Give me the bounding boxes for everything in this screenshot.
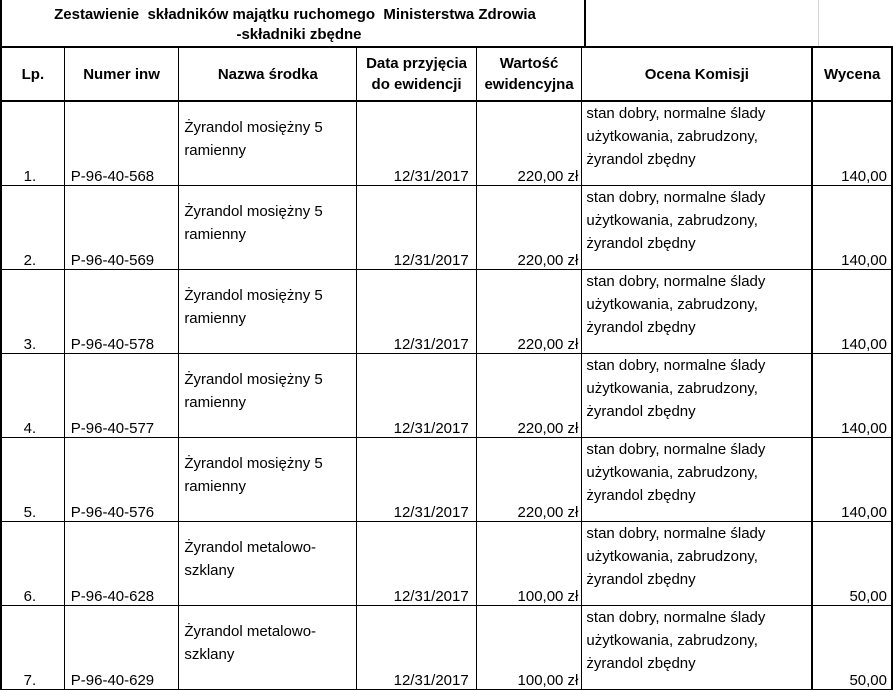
cell-valuation: 140,00 — [812, 101, 892, 186]
cell-committee-assessment: stan dobry, normalne ślady użytkowania, zabrudzony, żyrandol zbędny — [582, 606, 812, 690]
cell-lp: 1. — [1, 101, 64, 186]
cell-acceptance-date: 12/31/2017 — [357, 101, 476, 186]
header-book-value: Wartość ewidencyjna — [476, 47, 582, 101]
cell-asset-name: Żyrandol mosiężny 5 ramienny — [179, 101, 357, 186]
cell-inventory-number: P-96-40-577 — [64, 354, 179, 438]
cell-asset-name: Żyrandol mosiężny 5 ramienny — [179, 270, 357, 354]
cell-acceptance-date: 12/31/2017 — [357, 438, 476, 522]
table-row — [1, 606, 892, 690]
cell-valuation: 140,00 — [812, 186, 892, 270]
table-row — [1, 438, 892, 522]
cell-book-value: 100,00 zł — [476, 522, 582, 606]
cell-committee-assessment: stan dobry, normalne ślady użytkowania, zabrudzony, żyrandol zbędny — [582, 186, 812, 270]
cell-asset-name: Żyrandol mosiężny 5 ramienny — [179, 438, 357, 522]
header-lp: Lp. — [1, 47, 64, 101]
cell-lp: 5. — [1, 438, 64, 522]
table-row — [1, 522, 892, 606]
cell-lp: 6. — [1, 522, 64, 606]
cell-valuation: 50,00 — [812, 606, 892, 690]
cell-lp: 3. — [1, 270, 64, 354]
table-row — [1, 186, 892, 270]
document-title: Zestawienie składników majątku ruchomego Ministerstwa Zdrowia — [54, 6, 536, 23]
header-row — [1, 47, 892, 101]
cell-lp: 4. — [1, 354, 64, 438]
cell-inventory-number: P-96-40-578 — [64, 270, 179, 354]
cell-valuation: 140,00 — [812, 354, 892, 438]
cell-acceptance-date: 12/31/2017 — [357, 522, 476, 606]
cell-asset-name: Żyrandol mosiężny 5 ramienny — [179, 354, 357, 438]
cell-book-value: 220,00 zł — [476, 438, 582, 522]
header-asset-name: Nazwa środka — [179, 47, 357, 101]
cell-committee-assessment: stan dobry, normalne ślady użytkowania, zabrudzony, żyrandol zbędny — [582, 270, 812, 354]
cell-committee-assessment: stan dobry, normalne ślady użytkowania, zabrudzony, żyrandol zbędny — [582, 438, 812, 522]
cell-valuation: 140,00 — [812, 270, 892, 354]
cell-book-value: 220,00 zł — [476, 101, 582, 186]
header-inventory-number: Numer inw — [64, 47, 179, 101]
cell-inventory-number: P-96-40-569 — [64, 186, 179, 270]
cell-inventory-number: P-96-40-629 — [64, 606, 179, 690]
cell-acceptance-date: 12/31/2017 — [357, 354, 476, 438]
header-valuation: Wycena — [812, 47, 892, 101]
cell-valuation: 140,00 — [812, 438, 892, 522]
cell-asset-name: Żyrandol mosiężny 5 ramienny — [179, 186, 357, 270]
cell-lp: 2. — [1, 186, 64, 270]
cell-acceptance-date: 12/31/2017 — [357, 186, 476, 270]
cell-acceptance-date: 12/31/2017 — [357, 606, 476, 690]
cell-book-value: 220,00 zł — [476, 354, 582, 438]
document-subtitle: -składniki zbędne — [236, 26, 362, 43]
cell-book-value: 220,00 zł — [476, 270, 582, 354]
cell-valuation: 50,00 — [812, 522, 892, 606]
cell-asset-name: Żyrandol metalowo-szklany — [179, 522, 357, 606]
grid-line — [818, 0, 819, 46]
cell-lp: 7. — [1, 606, 64, 690]
cell-committee-assessment: stan dobry, normalne ślady użytkowania, zabrudzony, żyrandol zbędny — [582, 101, 812, 186]
cell-book-value: 100,00 zł — [476, 606, 582, 690]
cell-inventory-number: P-96-40-576 — [64, 438, 179, 522]
cell-book-value: 220,00 zł — [476, 186, 582, 270]
header-committee-assessment: Ocena Komisji — [582, 47, 812, 101]
table-row — [1, 354, 892, 438]
cell-committee-assessment: stan dobry, normalne ślady użytkowania, zabrudzony, żyrandol zbędny — [582, 354, 812, 438]
table-row — [1, 101, 892, 186]
cell-inventory-number: P-96-40-628 — [64, 522, 179, 606]
title-block — [0, 0, 586, 47]
cell-inventory-number: P-96-40-568 — [64, 101, 179, 186]
header-acceptance-date: Data przyjęcia do ewidencji — [357, 47, 476, 101]
assets-table — [0, 46, 893, 690]
table-row — [1, 270, 892, 354]
cell-committee-assessment: stan dobry, normalne ślady użytkowania, zabrudzony, żyrandol zbędny — [582, 522, 812, 606]
cell-acceptance-date: 12/31/2017 — [357, 270, 476, 354]
cell-asset-name: Żyrandol metalowo-szklany — [179, 606, 357, 690]
